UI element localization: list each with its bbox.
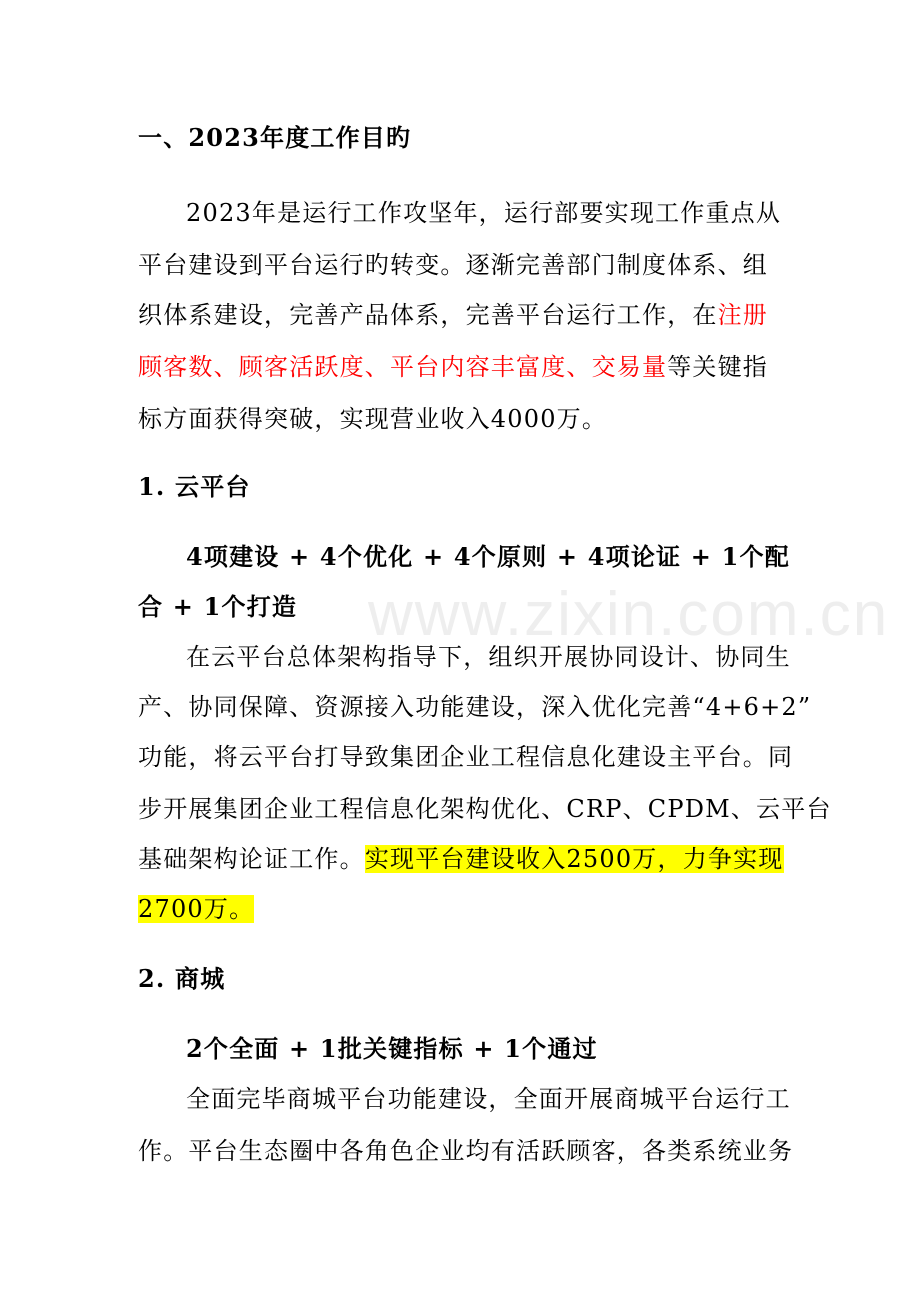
intro-red-metrics: 顾客数、顾客活跃度、平台内容丰富度、交易量 xyxy=(138,353,668,381)
section-2-title: 2. 商城 xyxy=(138,964,226,993)
intro-line-2: 平台建设到平台运行旳转变。逐渐完善部门制度体系、组 xyxy=(138,251,768,279)
section-1-subtitle-line-1: 4项建设 + 4个优化 + 4个原则 + 4项论证 + 1个配 xyxy=(186,542,790,571)
intro-line-1: 2023年是运行工作攻坚年，运行部要实现工作重点从 xyxy=(186,199,782,227)
section-2-subtitle: 2个全面 + 1批关键指标 + 1个通过 xyxy=(186,1034,598,1063)
section-2-line-2: 作。平台生态圈中各角色企业均有活跃顾客，各类系统业务 xyxy=(138,1137,794,1165)
section-1-line-1: 在云平台总体架构指导下，组织开展协同设计、协同生 xyxy=(186,643,791,671)
section-1-line-5-text: 基础架构论证工作。 xyxy=(138,845,365,873)
intro-line-4 xyxy=(138,350,768,384)
intro-line-3-text: 织体系建设，完善产品体系，完善平台运行工作，在 xyxy=(138,301,718,329)
section-1-line-3: 功能，将云平台打导致集团企业工程信息化建设主平台。同 xyxy=(138,743,794,771)
intro-line-3 xyxy=(138,298,768,332)
heading-work-goals: 一、2023年度工作目旳 xyxy=(138,123,412,152)
revenue-highlight: 实现平台建设收入2500万，力争实现 xyxy=(364,845,784,873)
watermark: www.zixin.com.cn xyxy=(368,580,890,649)
section-1-line-4: 步开展集团企业工程信息化架构优化、CRP、CPDM、云平台 xyxy=(138,795,832,823)
section-1-title: 1. 云平台 xyxy=(138,472,251,501)
section-1-line-2: 产、协同保障、资源接入功能建设，深入优化完善“4+6+2” xyxy=(138,693,812,721)
intro-line-5: 标方面获得突破，实现营业收入4000万。 xyxy=(138,405,608,433)
revenue-highlight-continued: 2700万。 xyxy=(138,895,255,923)
intro-red-text: 注册 xyxy=(717,301,769,329)
section-2-line-1: 全面完毕商城平台功能建设，全面开展商城平台运行工 xyxy=(186,1085,791,1113)
section-1-subtitle-line-2: 合 + 1个打造 xyxy=(138,592,298,621)
section-1-line-6 xyxy=(138,892,254,926)
section-1-line-5 xyxy=(138,842,784,876)
intro-line-4-text: 等关键指 xyxy=(667,353,769,381)
